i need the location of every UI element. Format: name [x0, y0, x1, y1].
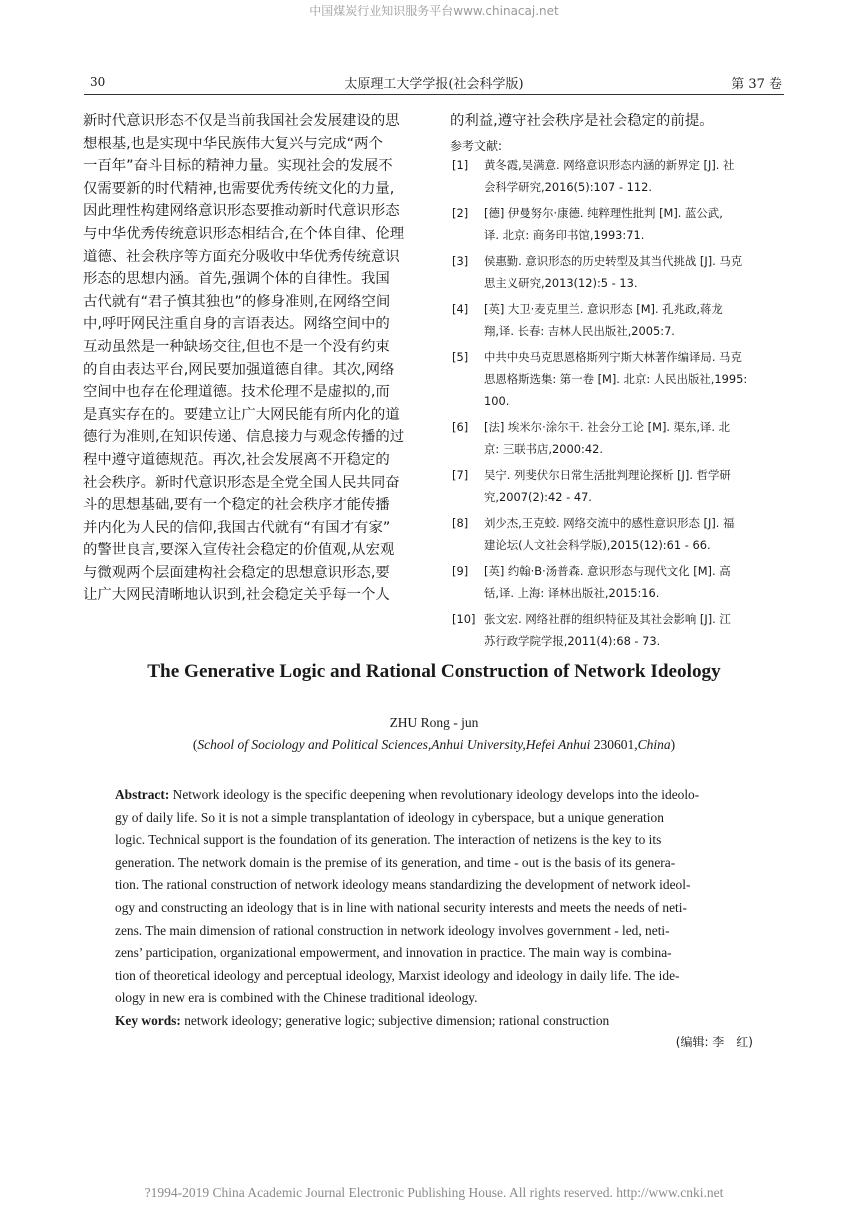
reference-number: [4]	[452, 302, 469, 316]
reference-text	[450, 464, 790, 508]
affil-postcode: 230601	[593, 737, 635, 752]
abstract-text: ology in new era is combined with the Chinese traditional ideology.	[115, 990, 478, 1006]
abstract-line	[115, 784, 755, 807]
author-affiliation	[0, 737, 868, 753]
reference-line: 会科学研究,2016(5):107 - 112.	[484, 180, 652, 194]
body-text-line: 新时代意识形态不仅是当前我国社会发展建设的思	[83, 113, 400, 129]
copyright-footer: ?1994-2019 China Academic Journal Electronic Publishing House. All rights reserved. http://www.cnki.net	[144, 1185, 724, 1200]
reference-item	[450, 560, 790, 604]
affil-country: ,China	[634, 737, 671, 752]
watermark-header: 中国煤炭行业知识服务平台www.chinacaj.net	[309, 4, 559, 18]
abstract-line	[115, 942, 755, 965]
abstract-text: ogy and constructing an ideology that is in line with national security interests and meets the needs of neti-	[115, 899, 687, 915]
abstract-line	[115, 874, 755, 897]
keywords-line	[115, 1010, 755, 1033]
body-text-line: 形态的思想内涵。首先,强调个体的自律性。我国	[83, 271, 390, 288]
reference-line: 刘少杰,王克蛟. 网络交流中的感性意识形态 [J]. 福	[484, 516, 735, 530]
body-text-line: 斗的思想基础,要有一个稳定的社会秩序才能传播	[83, 497, 390, 514]
abstract-line	[115, 897, 755, 920]
reference-line: [法] 埃米尔·涂尔干. 社会分工论 [M]. 渠东,译. 北	[484, 420, 731, 434]
body-text-line: 中,呼吁网民注重自身的言语表达。网络空间中的	[83, 316, 390, 333]
body-text-line: 的警世良言,要深入宣传社会稳定的价值观,从宏观	[83, 542, 395, 559]
reference-item	[450, 608, 790, 652]
editor-note: (编辑: 李 红)	[675, 1035, 753, 1049]
body-text-line: 的利益,遵守社会秩序是社会稳定的前提。	[450, 113, 714, 129]
abstract-text: gy of daily life. So it is not a simple transplantation of ideology in cyberspace, but a unique generation	[115, 809, 664, 825]
affil-open: (	[192, 737, 198, 752]
reference-text	[450, 154, 790, 198]
reference-text	[450, 202, 790, 246]
abstract-text: logic. Technical support is the foundation of its generation. The interaction of netizens is the key to its	[115, 832, 662, 848]
reference-line: 思主义研究,2013(12):5 - 13.	[484, 276, 638, 290]
abstract-line	[115, 965, 755, 988]
body-text-line: 想根基,也是实现中华民族伟大复兴与完成“两个	[83, 135, 383, 152]
page-number: 30	[90, 75, 106, 89]
reference-text	[450, 416, 790, 460]
reference-line: 100.	[484, 394, 510, 408]
reference-line: [英] 大卫·麦克里兰. 意识形态 [M]. 孔兆政,蒋龙	[484, 302, 723, 316]
abstract-text: zens’ participation, organizational empowerment, and innovation in practice. The main way is combina-	[115, 945, 672, 961]
references-heading: 参考文献:	[450, 139, 503, 153]
reference-item	[450, 464, 790, 508]
reference-text	[450, 346, 790, 412]
reference-text	[450, 512, 790, 556]
abstract-text: tion. The rational construction of network ideology means standardizing the development of network ideol-	[115, 877, 691, 893]
abstract-line	[115, 852, 755, 875]
body-text-line: 道德、社会秩序等方面充分吸收中华优秀传统意识	[83, 248, 400, 265]
reference-number: [2]	[452, 206, 469, 220]
reference-line: 翔,译. 长春: 吉林人民出版社,2005:7.	[484, 324, 675, 338]
reference-number: [8]	[452, 516, 469, 530]
reference-number: [7]	[452, 468, 469, 482]
affil-close: )	[670, 737, 676, 752]
reference-line: 张文宏. 网络社群的组织特征及其社会影响 [J]. 江	[484, 612, 731, 626]
affil-italic: School of Sociology and Political Sciences,Anhui University,Hefei Anhui	[197, 737, 594, 752]
reference-number: [9]	[452, 564, 469, 578]
reference-line: 黄冬霞,吴满意. 网络意识形态内涵的新界定 [J]. 社	[484, 158, 735, 172]
right-column-intro	[450, 110, 786, 133]
author-name: ZHU Rong - jun	[389, 715, 479, 730]
body-text-line: 程中遵守道德规范。再次,社会发展离不开稳定的	[83, 451, 390, 468]
body-text-line: 并内化为人民的信仰,我国古代就有“有国才有家”	[83, 519, 391, 536]
reference-line: 中共中央马克思恩格斯列宁斯大林著作编译局. 马克	[484, 350, 742, 364]
abstract-text: Network ideology is the specific deepening when revolutionary ideology develops into the ideolo-	[169, 787, 700, 802]
header-rule	[84, 94, 784, 95]
body-text-line: 仅需要新的时代精神,也需要优秀传统文化的力量,	[83, 180, 395, 197]
abstract-text: zens. The main dimension of rational construction in network ideology involves government - led, neti-	[115, 922, 670, 938]
reference-text	[450, 298, 790, 342]
reference-number: [5]	[452, 350, 469, 364]
abstract-text: tion of theoretical ideology and perceptual ideology, Marxist ideology and ideology in daily life. The ide-	[115, 967, 680, 983]
body-text-line: 与微观两个层面建构社会稳定的思想意识形态,要	[83, 564, 390, 581]
abstract-text: generation. The network domain is the premise of its generation, and time - out is the basis of its genera-	[115, 854, 676, 870]
body-text-line: 与中华优秀传统意识形态相结合,在个体自律、伦理	[83, 225, 405, 242]
english-abstract	[115, 784, 755, 1033]
reference-text	[450, 608, 790, 652]
reference-line: 京: 三联书店,2000:42.	[484, 442, 603, 456]
english-title: The Generative Logic and Rational Construction of Network Ideology	[147, 661, 721, 682]
reference-number: [6]	[452, 420, 469, 434]
references-list	[450, 154, 790, 656]
reference-line: 侯惠勤. 意识形态的历史转型及其当代挑战 [J]. 马克	[484, 254, 743, 268]
abstract-line	[115, 829, 755, 852]
abstract-line	[115, 807, 755, 830]
abstract-line	[115, 987, 755, 1010]
reference-line: [德] 伊曼努尔·康德. 纯粹理性批判 [M]. 蓝公武,	[484, 206, 723, 220]
body-text-line: 是真实存在的。要建立让广大网民能有所内化的道	[83, 406, 400, 423]
reference-line: 吴宁. 列斐伏尔日常生活批判理论探析 [J]. 哲学研	[484, 468, 731, 482]
volume-label: 第 37 卷	[731, 77, 782, 92]
reference-number: [1]	[452, 158, 469, 172]
reference-item	[450, 416, 790, 460]
reference-item	[450, 154, 790, 198]
reference-item	[450, 202, 790, 246]
body-text-line: 一百年”奋斗目标的精神力量。实现社会的发展不	[83, 158, 393, 175]
reference-number: [10]	[452, 612, 476, 626]
reference-line: [英] 约翰·B·汤普森. 意识形态与现代文化 [M]. 高	[484, 564, 731, 578]
abstract-label: Abstract:	[115, 787, 170, 802]
reference-text	[450, 560, 790, 604]
body-text-line: 因此理性构建网络意识形态要推动新时代意识形态	[83, 203, 400, 220]
reference-line: 译. 北京: 商务印书馆,1993:71.	[484, 228, 645, 242]
reference-number: [3]	[452, 254, 469, 268]
body-text-line: 空间中也存在伦理道德。技术伦理不是虚拟的,而	[83, 384, 390, 401]
left-column-text	[83, 110, 420, 607]
reference-line: 建论坛(人文社会科学版),2015(12):61 - 66.	[484, 538, 711, 552]
reference-item	[450, 346, 790, 412]
reference-text	[450, 250, 790, 294]
reference-item	[450, 512, 790, 556]
reference-item	[450, 250, 790, 294]
reference-line: 思恩格斯选集: 第一卷 [M]. 北京: 人民出版社,1995:	[484, 372, 748, 386]
reference-line: 究,2007(2):42 - 47.	[484, 490, 592, 504]
abstract-line	[115, 920, 755, 943]
reference-line: 苏行政学院学报,2011(4):68 - 73.	[484, 634, 661, 648]
keywords-text: network ideology; generative logic; subjective dimension; rational construction	[180, 1012, 610, 1028]
body-text-line: 让广大网民清晰地认识到,社会稳定关乎每一个人	[83, 587, 390, 604]
journal-title: 太原理工大学学报(社会科学版)	[344, 77, 524, 92]
keywords-label: Key words:	[115, 1012, 181, 1028]
reference-item	[450, 298, 790, 342]
body-text-line: 德行为准则,在知识传递、信息接力与观念传播的过	[83, 429, 405, 446]
reference-line: 铦,译. 上海: 译林出版社,2015:16.	[484, 586, 660, 600]
body-text-line: 的自由表达平台,网民要加强道德自律。其次,网络	[83, 361, 395, 378]
body-text-line: 互动虽然是一种缺场交往,但也不是一个没有约束	[83, 338, 390, 355]
body-text-line: 古代就有“君子慎其独也”的修身准则,在网络空间	[83, 293, 391, 310]
body-text-line: 社会秩序。新时代意识形态是全党全国人民共同奋	[83, 474, 400, 491]
